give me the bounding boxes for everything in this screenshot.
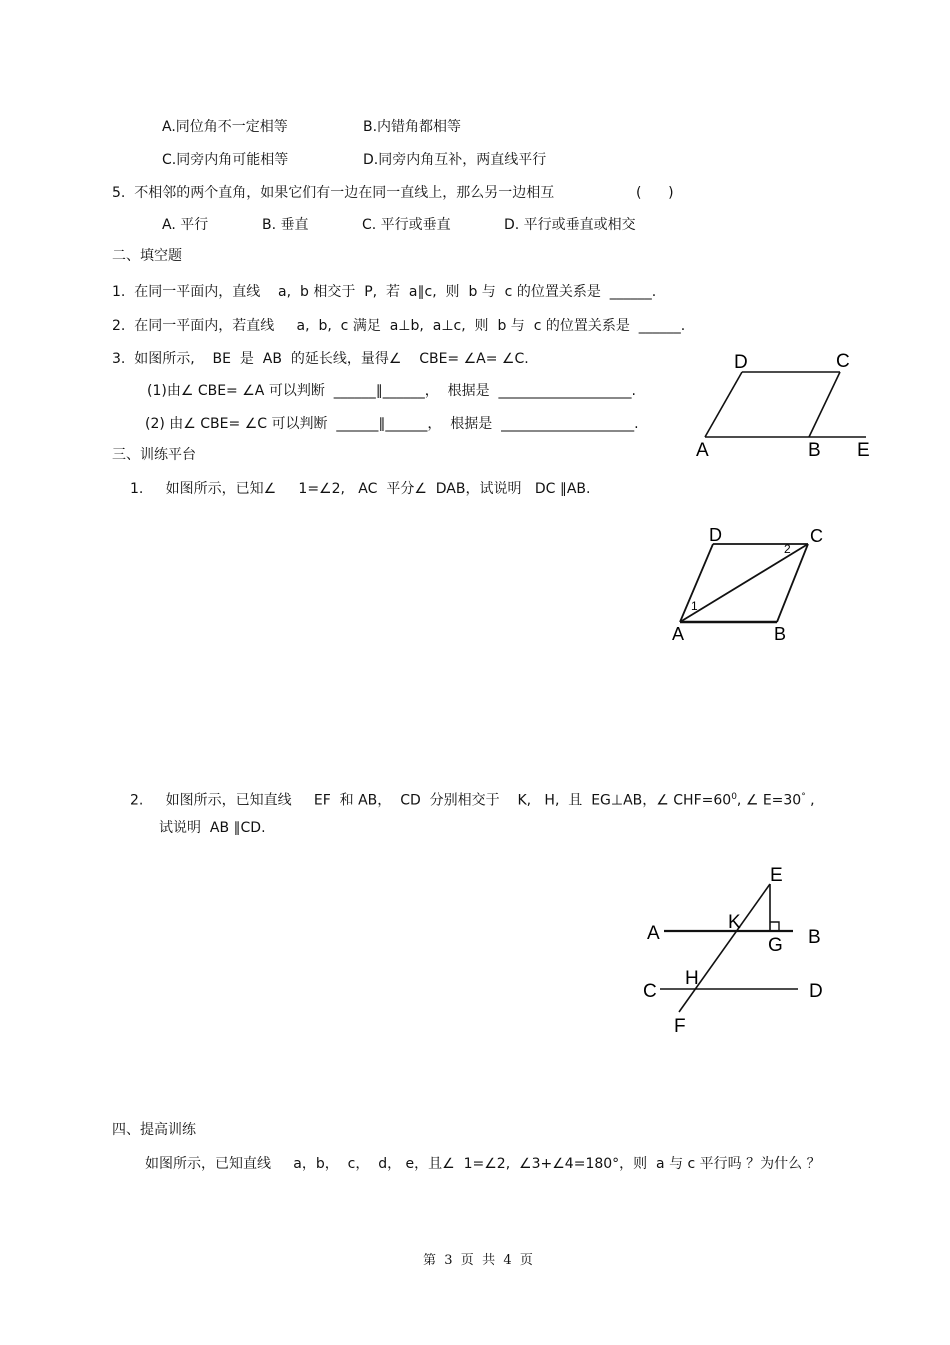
training-question-1: 1. 如图所示，已知∠ 1=∠2, AC 平分∠ DAB，试说明 DC ∥AB.: [130, 481, 591, 497]
section-3-title: 三、训练平台: [112, 447, 196, 463]
q5-stem: 5. 不相邻的两个直角，如果它们有一边在同一直线上，那么另一边相互: [112, 185, 555, 201]
label-g: G: [768, 935, 783, 956]
q4-option-c: C.同旁内角可能相等: [162, 152, 289, 168]
training-question-2-end: ,: [805, 792, 815, 809]
q5-answer-paren: ( ): [636, 185, 674, 201]
label-f: F: [674, 1016, 686, 1037]
label-c: C: [810, 526, 823, 546]
angle-1-label: 1: [691, 599, 698, 613]
label-b: B: [774, 624, 787, 644]
advanced-question: 如图所示，已知直线 a，b， c， d， e，且∠ 1=∠2, ∠3+∠4=180°，则 a 与 c 平行吗 ？为什么 ？: [145, 1156, 821, 1172]
section-4-title: 四、提高训练: [112, 1122, 196, 1138]
label-b: B: [808, 927, 821, 948]
label-a: A: [647, 923, 660, 944]
label-a: A: [672, 624, 685, 644]
degree-mark-60: 0: [731, 792, 737, 802]
q4-option-a: A.同位角不一定相等: [162, 119, 288, 135]
label-c: C: [643, 981, 657, 1002]
figure-parallelogram-diagonal: [665, 520, 835, 650]
q4-option-d: D.同旁内角互补，两直线平行: [363, 152, 547, 168]
fill-question-3-part-2: (2) 由∠ CBE= ∠C 可以判断 ______∥______， 根据是 ___________________.: [145, 416, 639, 432]
label-d: D: [709, 525, 722, 545]
side-cb: [809, 372, 840, 437]
q5-option-b: B. 垂直: [262, 217, 309, 233]
training-question-2: [130, 788, 815, 810]
angle-2-label: 2: [784, 542, 791, 556]
training-question-2-text: 2. 如图所示，已知直线 EF 和 AB， CD 分别相交于 K, H, 且 EG⊥AB，∠ CHF=60: [130, 792, 732, 809]
degree-mark-30: °: [801, 792, 806, 802]
line-ef: [679, 884, 770, 1012]
q5-option-a: A. 平行: [162, 217, 209, 233]
figure-parallelogram-abcd-e: [690, 345, 890, 465]
fill-question-1: 1. 在同一平面内，直线 a, b 相交于 P, 若 a∥c, 则 b 与 c 的位置关系是 ______.: [112, 284, 657, 300]
label-h: H: [685, 968, 699, 989]
q5-option-d: D. 平行或垂直或相交: [504, 217, 636, 233]
page-footer: 第 3 页 共 4 页: [423, 1253, 533, 1268]
right-angle-mark: [770, 922, 779, 931]
label-c: C: [836, 351, 850, 372]
fill-question-3-part-1: (1)由∠ CBE= ∠A 可以判断 ______∥______， 根据是 ___________________.: [147, 383, 636, 399]
fill-question-3: 3. 如图所示, BE 是 AB 的延长线，量得∠ CBE= ∠A= ∠C.: [112, 351, 529, 367]
label-a: A: [696, 440, 709, 461]
label-d: D: [809, 981, 823, 1002]
label-k: K: [728, 912, 741, 933]
section-2-title: 二、填空题: [112, 248, 182, 264]
training-question-2-angle-e: , ∠ E=30: [736, 792, 802, 809]
side-cb: [777, 544, 808, 622]
label-d: D: [734, 352, 748, 373]
figure-transversal-ef: [638, 860, 838, 1040]
q4-option-b: B.内错角都相等: [363, 119, 462, 135]
label-b: B: [808, 440, 821, 461]
q5-option-c: C. 平行或垂直: [362, 217, 451, 233]
fill-question-2: 2. 在同一平面内，若直线 a, b, c 满足 a⊥b, a⊥c, 则 b 与 c 的位置关系是 ______.: [112, 318, 686, 334]
label-e: E: [770, 865, 783, 886]
side-ad: [705, 372, 742, 437]
training-question-2-line-2: 试说明 AB ∥CD.: [159, 820, 266, 836]
label-e: E: [857, 440, 870, 461]
